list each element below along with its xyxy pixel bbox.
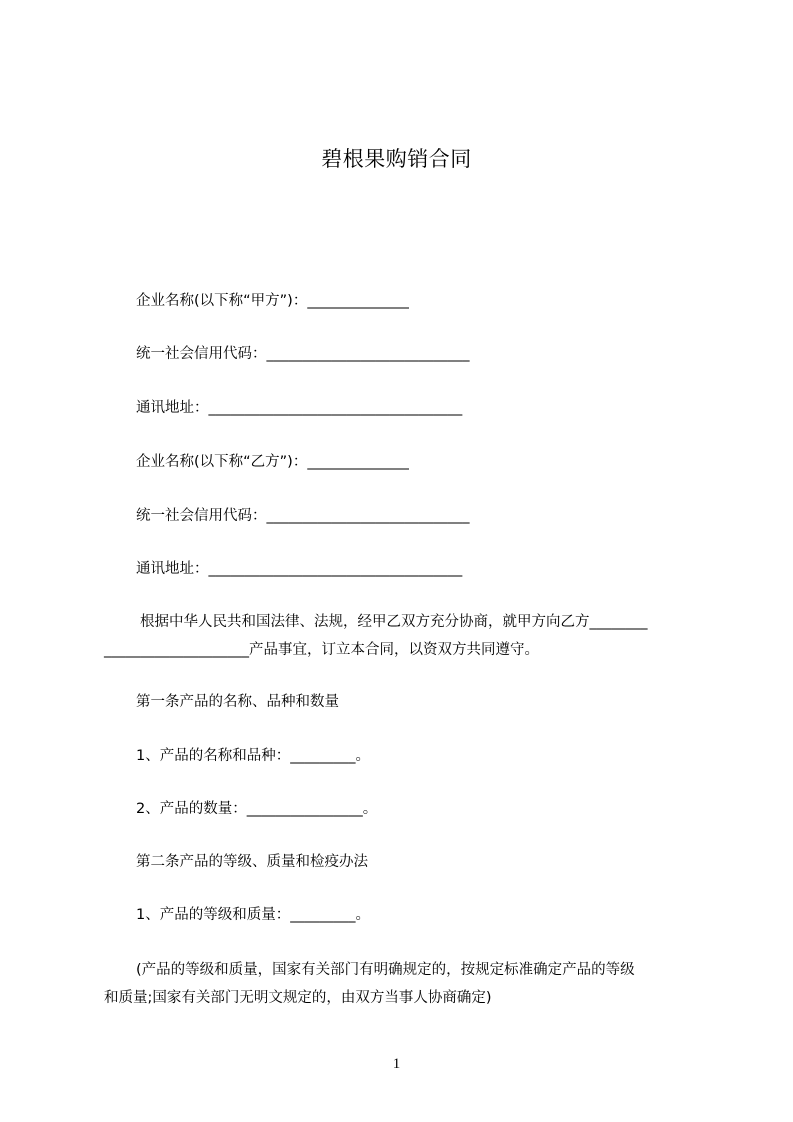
contract-title: 碧根果购销合同 (321, 147, 472, 171)
article-1-item-1: 1、产品的名称和品种：_________。 (136, 748, 370, 764)
party-a-credit-code-field: 统一社会信用代码：____________________________ (136, 346, 470, 362)
preamble-line-2: ____________________产品事宜，订立本合同，以资双方共同遵守。 (104, 642, 539, 658)
party-b-name-field: 企业名称(以下称“乙方”)：______________ (136, 454, 409, 470)
party-a-name-field: 企业名称(以下称“甲方”)：______________ (136, 293, 409, 309)
article-1-heading: 第一条产品的名称、品种和数量 (136, 694, 339, 710)
preamble-line-1: 根据中华人民共和国法律、法规，经甲乙双方充分协商，就甲方向乙方________ (140, 614, 648, 630)
party-b-credit-code-field: 统一社会信用代码：____________________________ (136, 508, 470, 524)
quality-note-line-2: 和质量;国家有关部门无明文规定的，由双方当事人协商确定) (104, 990, 492, 1006)
page-number: 1 (392, 1056, 401, 1072)
article-2-item-1: 1、产品的等级和质量：_________。 (136, 907, 370, 923)
article-2-heading: 第二条产品的等级、质量和检疫办法 (136, 854, 368, 870)
quality-note-line-1: (产品的等级和质量，国家有关部门有明确规定的，按规定标准确定产品的等级 (136, 962, 635, 978)
party-b-address-field: 通讯地址：___________________________________ (136, 561, 463, 577)
article-1-item-2: 2、产品的数量：________________。 (136, 801, 378, 817)
party-a-address-field: 通讯地址：___________________________________ (136, 400, 463, 416)
